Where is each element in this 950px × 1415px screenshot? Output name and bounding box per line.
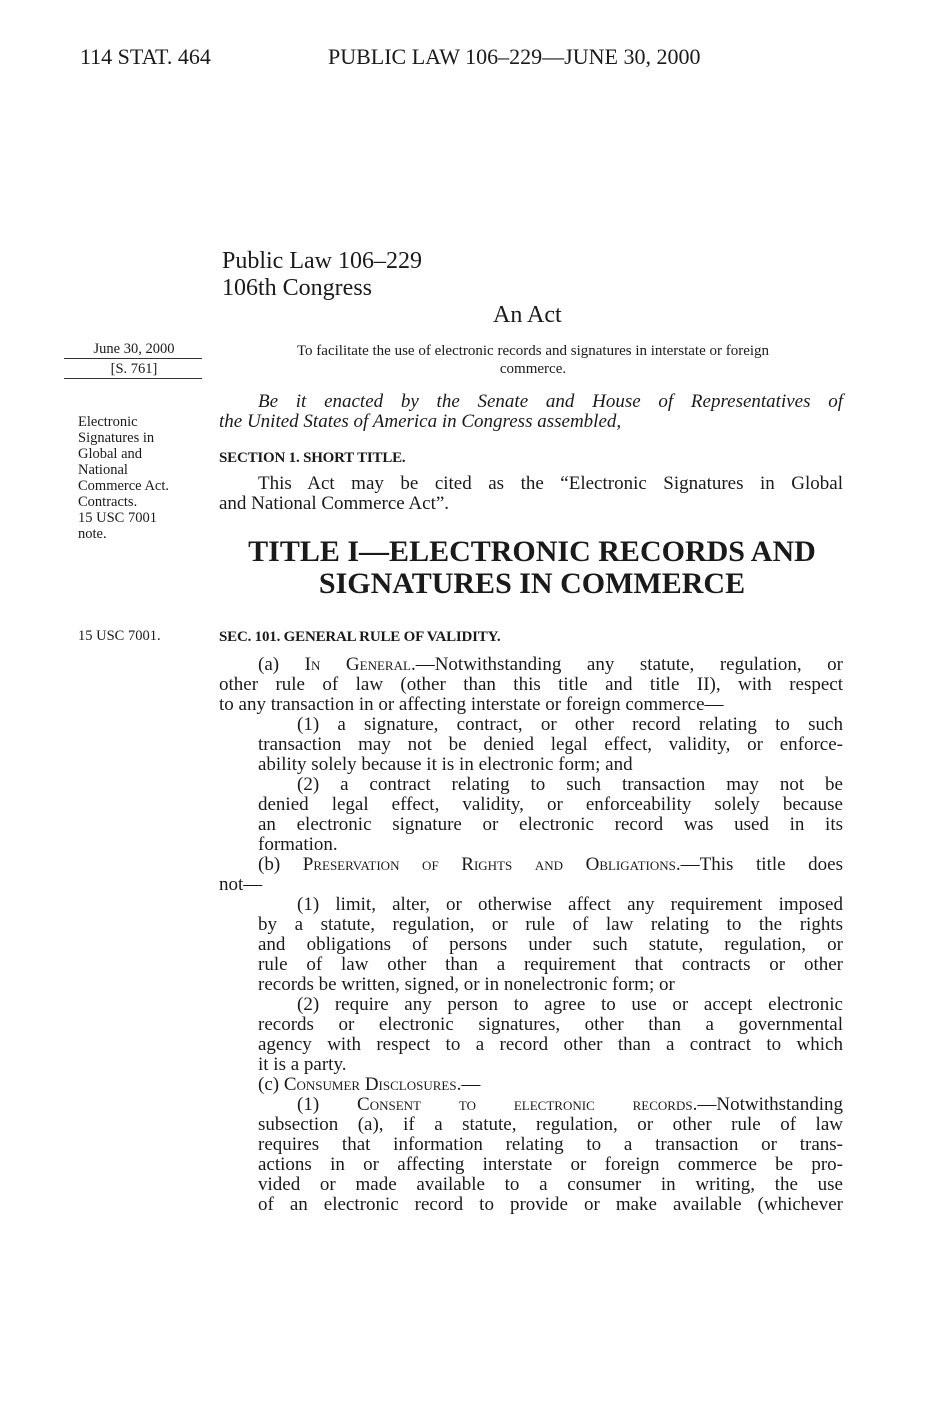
section-1-text (219, 474, 843, 514)
section-101-line: records or electronic signatures, other than a governmental (258, 1014, 843, 1035)
title-heading-line: SIGNATURES IN COMMERCE (318, 567, 746, 600)
sidenote-line: Signatures in (78, 430, 155, 446)
section-101-line: formation. (258, 834, 338, 855)
title-heading-line: TITLE I—ELECTRONIC RECORDS AND (248, 535, 816, 568)
running-title: PUBLIC LAW 106–229—JUNE 30, 2000 (328, 44, 701, 69)
section-101-line: subsection (a), if a statute, regulation, or other rule of law (258, 1114, 843, 1135)
enacting-clause (219, 392, 843, 432)
sidenote-divider (64, 378, 202, 379)
section-1-line: This Act may be cited as the “Electronic Signatures in Global (258, 473, 843, 494)
section-101-line: requires that information relating to a transaction or trans- (258, 1134, 843, 1155)
section-101-line: by a statute, regulation, or rule of law relating to the rights (258, 914, 843, 935)
section-101-line: (c) Consumer Disclosures.— (258, 1074, 481, 1095)
section-101-line: records be written, signed, or in nonelectronic form; or (258, 974, 675, 995)
sidenote-line: National (78, 462, 128, 478)
sidenote-line: note. (78, 526, 107, 542)
section-101-line: rule of law other than a requirement that contracts or other (258, 954, 843, 975)
title-heading (220, 536, 844, 600)
section-101-line: (b) Preservation of Rights and Obligations.—This title does (258, 854, 844, 875)
section-101-text (219, 655, 843, 1215)
sidenote-line: Electronic (78, 414, 138, 430)
act-label: An Act (493, 302, 562, 328)
section-101-heading: SEC. 101. GENERAL RULE OF VALIDITY. (219, 629, 501, 645)
purpose-line: commerce. (499, 361, 567, 377)
section-101-line: (1) Consent to electronic records.—Notwithstanding (297, 1094, 844, 1115)
enacting-line: the United States of America in Congress assembled, (219, 411, 622, 432)
section-101-line: (1) a signature, contract, or other record relating to such (297, 714, 843, 735)
section-101-line: (a) In General.—Notwithstanding any statute, regulation, or (258, 654, 843, 675)
section-1-heading: SECTION 1. SHORT TITLE. (219, 450, 406, 466)
sidenote-usc-citation: 15 USC 7001. (78, 628, 161, 644)
section-101-line: an electronic signature or electronic record was used in its (258, 814, 843, 835)
section-101-line: and obligations of persons under such statute, regulation, or (258, 934, 843, 955)
section-101-line: vided or made available to a consumer in writing, the use (258, 1174, 843, 1195)
section-101-line: agency with respect to a record other than a contract to which (258, 1034, 843, 1055)
section-101-line: (2) require any person to agree to use or accept electronic (297, 994, 843, 1015)
act-purpose (222, 342, 844, 378)
sidenote-divider (64, 358, 202, 359)
sidenote-line: Global and (78, 446, 143, 462)
sidenote-line: Contracts. (78, 494, 138, 510)
section-101-line: denied legal effect, validity, or enforceability solely because (258, 794, 843, 815)
section-101-line: it is a party. (258, 1054, 347, 1075)
sidenote-line: 15 USC 7001 (78, 510, 157, 526)
page-reference: 114 STAT. 464 (80, 44, 211, 69)
section-101-line: (2) a contract relating to such transaction may not be (297, 774, 843, 795)
sidenote-date: June 30, 2000 (93, 341, 175, 357)
purpose-line: To facilitate the use of electronic records and signatures in interstate or foreign (296, 343, 770, 359)
section-101-line: not— (219, 874, 263, 895)
congress-number: 106th Congress (222, 275, 372, 301)
section-101-line: other rule of law (other than this title and title II), with respect (219, 674, 843, 695)
enacting-line: Be it enacted by the Senate and House of Representatives of (258, 391, 843, 412)
section-101-line: actions in or affecting interstate or foreign commerce be pro- (258, 1154, 843, 1175)
section-101-line: of an electronic record to provide or make available (whichever (258, 1194, 843, 1215)
section-101-line: transaction may not be denied legal effect, validity, or enforce- (258, 734, 843, 755)
sidenote-line: Commerce Act. (78, 478, 170, 494)
section-101-line: (1) limit, alter, or otherwise affect any requirement imposed (297, 894, 843, 915)
section-101-line: ability solely because it is in electronic form; and (258, 754, 633, 775)
sidenote-topics (78, 414, 169, 542)
section-1-line: and National Commerce Act”. (219, 493, 450, 514)
sidenote-bill: [S. 761] (110, 361, 158, 377)
section-101-line: to any transaction in or affecting interstate or foreign commerce— (219, 694, 724, 715)
public-law-number: Public Law 106–229 (222, 248, 422, 274)
